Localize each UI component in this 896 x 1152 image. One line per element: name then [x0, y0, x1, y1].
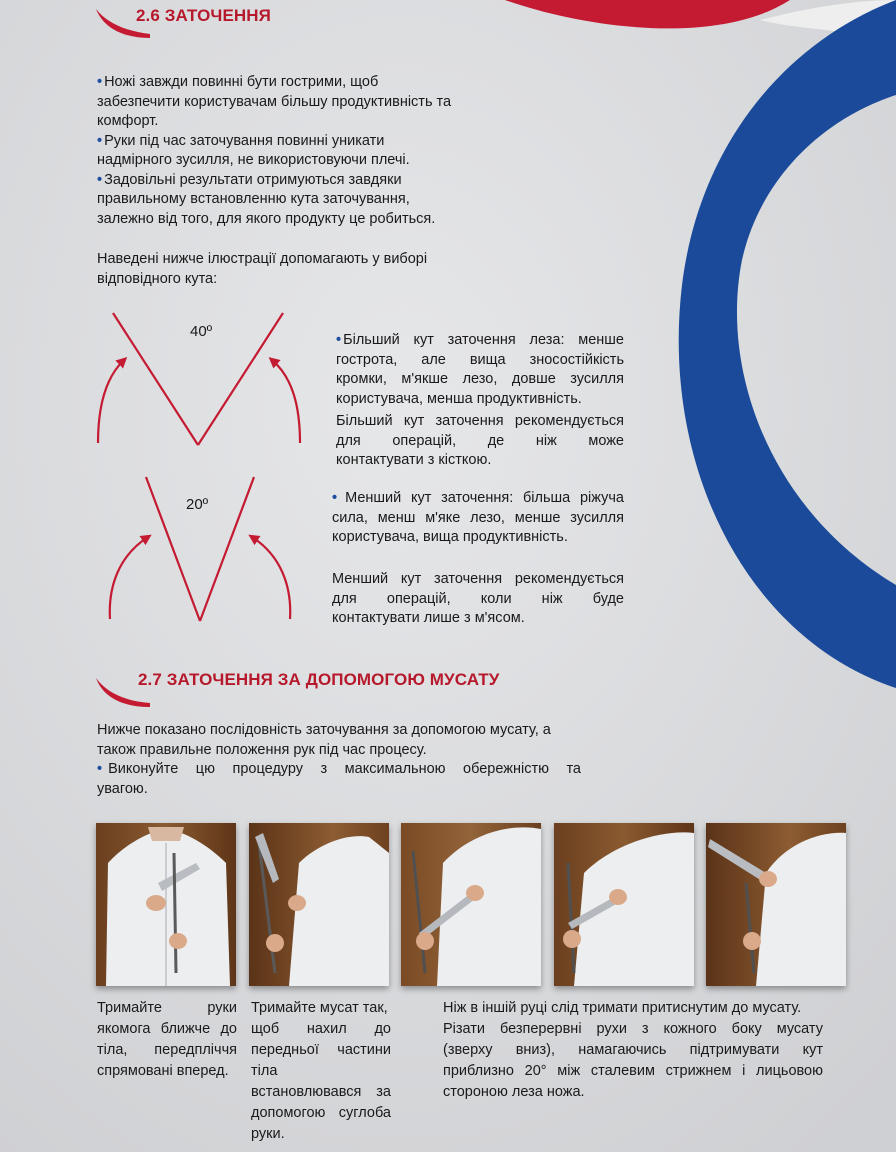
text-line: користувача, вища продуктивність.: [332, 529, 568, 545]
text-line: Більший кут заточення леза: менше: [343, 332, 624, 348]
caption-step-1: [97, 998, 237, 1082]
caption-step-3: [443, 998, 823, 1103]
bullet-dot: •: [97, 171, 103, 188]
arrow-left: [98, 360, 124, 443]
text-line: передньої частини: [251, 1042, 391, 1058]
text-line: також правильне положення рук під час процесу.: [97, 741, 427, 758]
intro-line-1: Наведені нижче ілюстрації допомагають у виборі: [97, 251, 428, 267]
text-line: якомога ближче до: [97, 1021, 237, 1037]
text-line: щоб нахил до: [251, 1021, 391, 1037]
bullet-3-line-1: Задовільні результати отримуються завдяки: [104, 171, 402, 188]
text-line: тіла, передпліччя: [97, 1042, 237, 1058]
bullet-1-line-2: забезпечити користувачам більшу продуктивність та: [97, 93, 452, 110]
text-line: тіла: [251, 1063, 278, 1079]
text-line: гострота, але вища зносостійкість: [336, 351, 624, 368]
text-line: кромки, м'якше лезо, довше зусилля: [336, 371, 624, 387]
arrow-right: [252, 537, 290, 619]
text-line: встановлювався за: [251, 1084, 391, 1100]
bullet-3-line-3: залежно від того, для якого продукту це робиться.: [97, 210, 436, 227]
text-line: для операцій, де ніж може: [336, 432, 624, 449]
bullet-1-line-1: Ножі завжди повинні бути гострими, щоб: [104, 74, 379, 90]
photo-step-4: [554, 823, 694, 986]
large-angle-recommendation: [336, 412, 624, 471]
photo-step-1: [96, 823, 236, 986]
caption-step-2: [251, 998, 391, 1145]
bullet-dot: •: [97, 761, 103, 777]
photo-step-5: [706, 823, 846, 986]
small-angle-description: [332, 489, 624, 548]
photo-step-3: [401, 823, 541, 986]
section-title-2-7: 2.7 ЗАТОЧЕННЯ ЗА ДОПОМОГОЮ МУСАТУ: [138, 670, 500, 689]
section-title-2-6: 2.6 ЗАТОЧЕННЯ: [136, 6, 271, 25]
text-line: контактувати з кісткою.: [336, 452, 492, 468]
text-line: Тримайте руки: [97, 1000, 237, 1016]
text-line: спрямовані вперед.: [97, 1063, 229, 1079]
text-line: стороною леза ножа.: [443, 1084, 585, 1100]
text-line: Тримайте мусат так,: [251, 1000, 388, 1016]
text-line: Виконуйте цю процедуру з максимальною обережністю та: [108, 761, 581, 777]
angle-40-label: 40º: [190, 323, 213, 340]
bullet-2-line-2: надмірного зусилля, не використовуючи плечі.: [97, 152, 410, 168]
text-line: Нижче показано послідовність заточування за допомогою мусату, а: [97, 722, 551, 738]
text-line: допомогою суглоба: [251, 1105, 391, 1121]
text-line: руки.: [251, 1126, 285, 1142]
angle-20-label: 20º: [186, 496, 209, 513]
v-left-line: [113, 313, 198, 445]
text-line: контактувати лише з м'ясом.: [332, 610, 525, 626]
large-angle-description: [336, 331, 624, 409]
illustrations-intro: [97, 250, 497, 289]
bullet-dot: •: [336, 332, 342, 348]
arrow-left: [110, 537, 148, 619]
text-line: користувача, менша продуктивність.: [336, 390, 582, 407]
text-line: Більший кут заточення рекомендується: [336, 413, 624, 429]
arrow-right: [272, 360, 300, 443]
text-line: Різати безперервні рухи з кожного боку мусату: [443, 1021, 823, 1037]
photo-step-2: [249, 823, 389, 986]
text-line: для операцій, коли ніж буде: [332, 590, 624, 607]
bullet-1-line-3: комфорт.: [97, 113, 159, 129]
intro-line-2: відповідного кута:: [97, 270, 218, 287]
angle-diagrams: [90, 305, 315, 635]
text-line: приблизно 20° між сталевим стрижнем і лицьовою: [443, 1063, 823, 1079]
text-line: Ніж в іншій руці слід тримати притиснутим до мусату.: [443, 1000, 802, 1016]
text-line: Менший кут заточення: більша ріжуча: [345, 490, 624, 506]
text-line: Менший кут заточення рекомендується: [332, 571, 624, 587]
steel-intro: [97, 721, 581, 799]
bullet-dot: •: [332, 490, 338, 506]
bullet-3-line-2: правильному встановленню кута заточування,: [97, 191, 410, 207]
bullet-2-line-1: Руки під час заточування повинні уникати: [104, 132, 385, 149]
bullet-dot: •: [97, 132, 103, 149]
bullet-dot: •: [97, 74, 103, 90]
text-line: увагою.: [97, 780, 148, 797]
text-line: (зверху вниз), намагаючись підтримувати кут: [443, 1042, 823, 1058]
small-angle-recommendation: [332, 570, 624, 629]
sharpening-bullets: [97, 73, 497, 229]
text-line: сила, менш м'яке лезо, менше зусилля: [332, 509, 624, 526]
